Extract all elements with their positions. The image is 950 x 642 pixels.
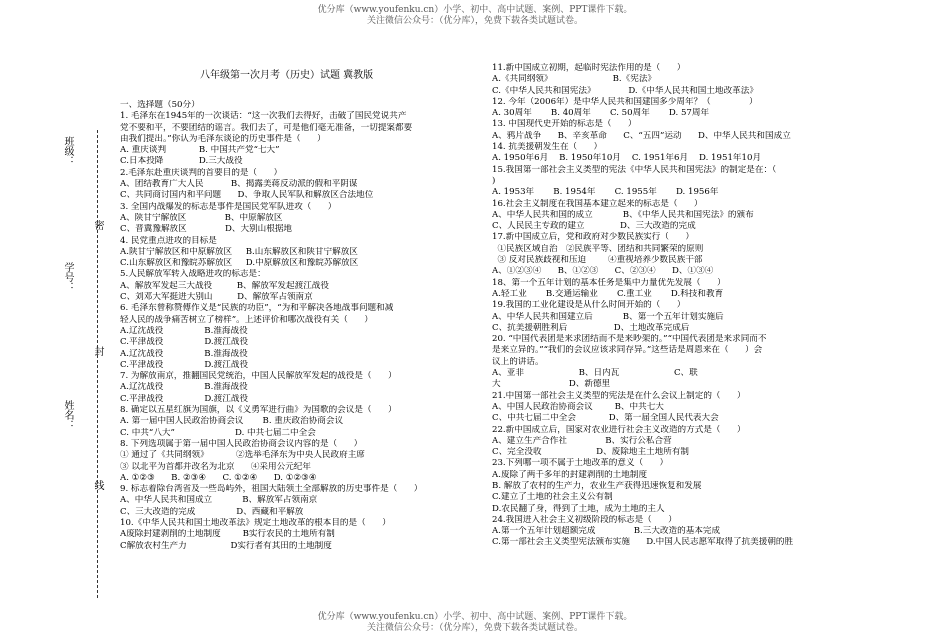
text-line: 23.下列哪一项不属于土地改革的意义（ ） xyxy=(492,458,669,469)
header-line-2: 关注微信公众号：（优分库），免费下载各类试题试卷。 xyxy=(366,16,583,26)
text-line: A.辽沈战役 B.淮海战役 xyxy=(120,382,248,393)
text-line: A、解放军发起三大战役 B、解放军发起渡江战役 xyxy=(120,280,329,291)
text-line: 20. “中国代表团是来求团结而不是来吵架的。”“中国代表团是来求同而不 xyxy=(492,334,767,345)
footer-line-1: 优分库（www.youfenku.cn）小学、初中、高中试题、案例、PPT课件下载。 xyxy=(317,612,633,622)
text-line: 7. 为解放南京，推翻国民党统治，中国人民解放军发起的战役是（ ） xyxy=(120,371,397,382)
text-line: 5.人民解放军转入战略进攻的标志是： xyxy=(120,269,266,280)
text-line: A、中华人民共和国成立 B、解放军占领南京 xyxy=(120,495,318,506)
text-line: A.第一个五年计划超额完成 B.三大改造的基本完成 xyxy=(492,526,721,537)
text-line: 17.新中国成立后，党和政府对少数民族实行（ ） xyxy=(492,232,694,243)
page-title: 八年级第一次月考（历史）试题 冀教版 xyxy=(200,70,374,81)
text-line: C、刘邓大军挺进大别山 D、解放军占领南京 xyxy=(120,292,313,303)
margin-line-mark: 线 xyxy=(92,480,103,490)
text-line: 18、第一个五年计划的基本任务是集中力量优先发展（ ） xyxy=(492,277,726,288)
text-line: C、完全没收 D、废除地主土地所有制 xyxy=(492,447,690,458)
text-line: A.辽沈战役 B.淮海战役 xyxy=(120,348,248,359)
text-line: A.轻工业 B.交通运输业 C.重工业 D.科技和教育 xyxy=(492,288,724,299)
text-line: C、共同商讨国内和平问题 D、争取人民军队和解放区合法地位 xyxy=(120,190,374,201)
margin-seal-mark-2: 封 xyxy=(92,346,103,356)
text-line: C.日本投降 D.三大战役 xyxy=(120,156,243,167)
text-line: 由我们提出。”你认为毛泽东谈论的历史事件是（ ） xyxy=(120,133,326,144)
footer-line-2: 关注微信公众号：（优分库），免费下载各类试题试卷。 xyxy=(366,623,583,633)
text-line: A、中华人民共和国的成立 B、《中华人民共和国宪法》的颁布 xyxy=(492,209,754,220)
text-line: 党不要和平，不要团结的谣言。我们去了，可是他们毫无准备，一切提案都要 xyxy=(120,122,413,133)
text-line: A、中国人民政治协商会议 B、中共七大 xyxy=(492,401,664,412)
margin-class-label: 班级： xyxy=(62,136,73,166)
text-line: A、团结教育广大人民 B、揭露美蒋反动派的假和平阴谋 xyxy=(120,179,358,190)
text-line: 8. 确定以五星红旗为国旗，以《义勇军进行曲》为国歌的会议是（ ） xyxy=(120,405,397,416)
text-line: A. 1950年6月 B. 1950年10月 C. 1951年6月 D. 1951年10月 xyxy=(492,153,762,164)
text-line: ③ 反对民族歧视和压迫 ④重视培养少数民族干部 xyxy=(492,255,703,266)
text-line: A、鸦片战争 B、辛亥革命 C、“五四”运动 D、中华人民共和国成立 xyxy=(492,130,791,141)
page-header xyxy=(0,5,950,27)
text-line: A. 30周年 B. 40周年 C. 50周年 D. 57周年 xyxy=(492,108,710,119)
text-line: A、建立生产合作社 B、实行公私合营 xyxy=(492,435,672,446)
text-line: ① 通过了《共同纲领》 ②选举毛泽东为中央人民政府主席 xyxy=(120,450,365,461)
text-line: C、三大改造的完成 D、西藏和平解放 xyxy=(120,506,304,517)
text-line: 14. 抗美援朝发生在（ ） xyxy=(492,142,603,153)
text-line: C. 中共“八大” D. 中共七届二中全会 xyxy=(120,427,316,438)
text-line: 22.新中国成立后，国家对农业进行社会主义改造的方式是（ ） xyxy=(492,424,746,435)
text-line: C.《中华人民共和国宪法》 D.《中华人民共和国土地改革法》 xyxy=(492,85,758,96)
text-line: 是来立异的。”“我们的会议应该求同存异。”这些话是周恩来在（ ）会 xyxy=(492,345,763,356)
text-line: C.平津战役 D.渡江战役 xyxy=(120,359,249,370)
text-line: ) xyxy=(492,175,496,186)
text-line: C.山东解放区和豫皖苏解放区 D.中原解放区和豫皖苏解放区 xyxy=(120,258,359,269)
margin-seal-mark: 密 xyxy=(92,220,103,230)
left-column xyxy=(120,100,485,552)
text-line: C.平津战役 D.渡江战役 xyxy=(120,337,249,348)
text-line: A. ①②③ B. ②③④ C. ①②④ D. ①②③④ xyxy=(120,472,317,483)
text-line: A.《共同纲领》 B.《宪法》 xyxy=(492,74,657,85)
text-line: 8. 下列选项属于第一届中国人民政治协商会议内容的是（ ） xyxy=(120,438,363,449)
text-line: 6. 毛泽东曾称赞傅作义是“民族的功臣”，“为和平解决各地战事问题和减 xyxy=(120,303,394,314)
page-footer xyxy=(0,612,950,634)
text-line: 15.我国第一部社会主义类型的宪法《中华人民共和国宪法》的制定是在：（ xyxy=(492,164,777,175)
text-line: A、亚非 B、日内瓦 C、联 xyxy=(492,368,698,379)
text-line: 一、选择题（50分） xyxy=(120,100,200,110)
text-line: 12. 今年（2006年）是中华人民共和国建国多少周年？（ ） xyxy=(492,96,758,107)
text-line: C、人民民主专政的建立 D、三大改造的完成 xyxy=(492,221,696,232)
text-line: A. 第一届中国人民政治协商会议 B. 重庆政治协商会议 xyxy=(120,416,344,427)
text-line: C.平津战役 D.渡江战役 xyxy=(120,393,249,404)
text-line: A废除封建剥削的土地制度 B实行农民的土地所有制 xyxy=(120,529,335,540)
text-line: C、晋冀豫解放区 D、大别山根据地 xyxy=(120,224,293,235)
text-line: C.建立了土地的社会主义公有制 xyxy=(492,492,613,503)
margin-id-label: 学号： xyxy=(62,262,73,292)
text-line: A.废除了两千多年的封建剥削的土地制度 xyxy=(492,469,648,480)
text-line: 9. 标志着除台湾省及一些岛屿外，祖国大陆领土全部解放的历史事件是（ ） xyxy=(120,484,423,495)
text-line: A.陕甘宁解放区和中原解放区 B.山东解放区和陕甘宁解放区 xyxy=(120,246,358,257)
text-line: D.农民翻了身，得到了土地，成为土地的主人 xyxy=(492,503,665,514)
text-line: B. 解放了农村的生产力，农业生产获得迅速恢复和发展 xyxy=(492,480,702,491)
text-line: A. 重庆谈判 B. 中国共产党“七大” xyxy=(120,145,280,156)
text-line: 19.我国的工业化建设是从什么时间开始的（ ） xyxy=(492,300,686,311)
text-line: A. 1953年 B. 1954年 C. 1955年 D. 1956年 xyxy=(492,187,719,198)
text-line: 11.新中国成立初期，起临时宪法作用的是（ ） xyxy=(492,63,686,73)
text-line: 21.中国第一部社会主义类型的宪法是在什么会议上制定的（ ） xyxy=(492,390,746,401)
header-line-1: 优分库（www.youfenku.cn）小学、初中、高中试题、案例、PPT课件下载。 xyxy=(317,5,633,15)
text-line: ①民族区域自治 ②民族平等、团结和共同繁荣的原则 xyxy=(492,243,704,254)
text-line: A、中华人民共和国建立后 B、第一个五年计划实施后 xyxy=(492,311,724,322)
text-line: A、陕甘宁解放区 B、中原解放区 xyxy=(120,212,283,223)
text-line: A、①②③④ B、①②③ C、②③④ D、①③④ xyxy=(492,266,714,277)
text-line: 1. 毛泽东在1945年的一次谈话：“这一次我们去得好，击破了国民党说共产 xyxy=(120,111,407,122)
text-line: 3. 全国内战爆发的标志是事件是国民党军队进攻（ ） xyxy=(120,201,337,212)
text-line: C.第一部社会主义类型宪法颁布实施 D.中国人民志愿军取得了抗美援朝的胜 xyxy=(492,537,794,548)
text-line: 16.社会主义制度在我国基本建立起来的标志是（ ） xyxy=(492,198,703,209)
text-line: C、抗美援朝胜利后 D、土地改革完成后 xyxy=(492,322,690,333)
text-line: C、中共七届二中全会 D、第一届全国人民代表大会 xyxy=(492,413,719,424)
text-line: A.辽沈战役 B.淮海战役 xyxy=(120,325,248,336)
text-line: 4. 民党重点进攻的目标是 xyxy=(120,235,217,246)
margin-name-label: 姓名： xyxy=(62,400,73,430)
text-line: 轻人民的战争痛苦树立了榜样”。上述评价和哪次战役有关（ ） xyxy=(120,314,373,325)
text-line: 大 D、新德里 xyxy=(492,379,611,390)
binding-line xyxy=(97,130,98,598)
text-line: 24.我国进入社会主义初级阶段的标志是（ ） xyxy=(492,514,677,525)
text-line: 议上的讲话。 xyxy=(492,356,544,367)
text-line: 2.毛泽东赴重庆谈判的首要目的是（ ） xyxy=(120,167,283,178)
right-column xyxy=(492,63,922,549)
text-line: 13. 中国现代史开始的标志是（ ） xyxy=(492,119,637,130)
text-line: C解放农村生产力 D实行者有其田的土地制度 xyxy=(120,540,332,551)
text-line: 10.《中华人民共和国土地改革法》规定土地改革的根本目的是（ ） xyxy=(120,517,391,528)
text-line: ③ 以北平为首都并改名为北京 ④采用公元纪年 xyxy=(120,461,311,472)
